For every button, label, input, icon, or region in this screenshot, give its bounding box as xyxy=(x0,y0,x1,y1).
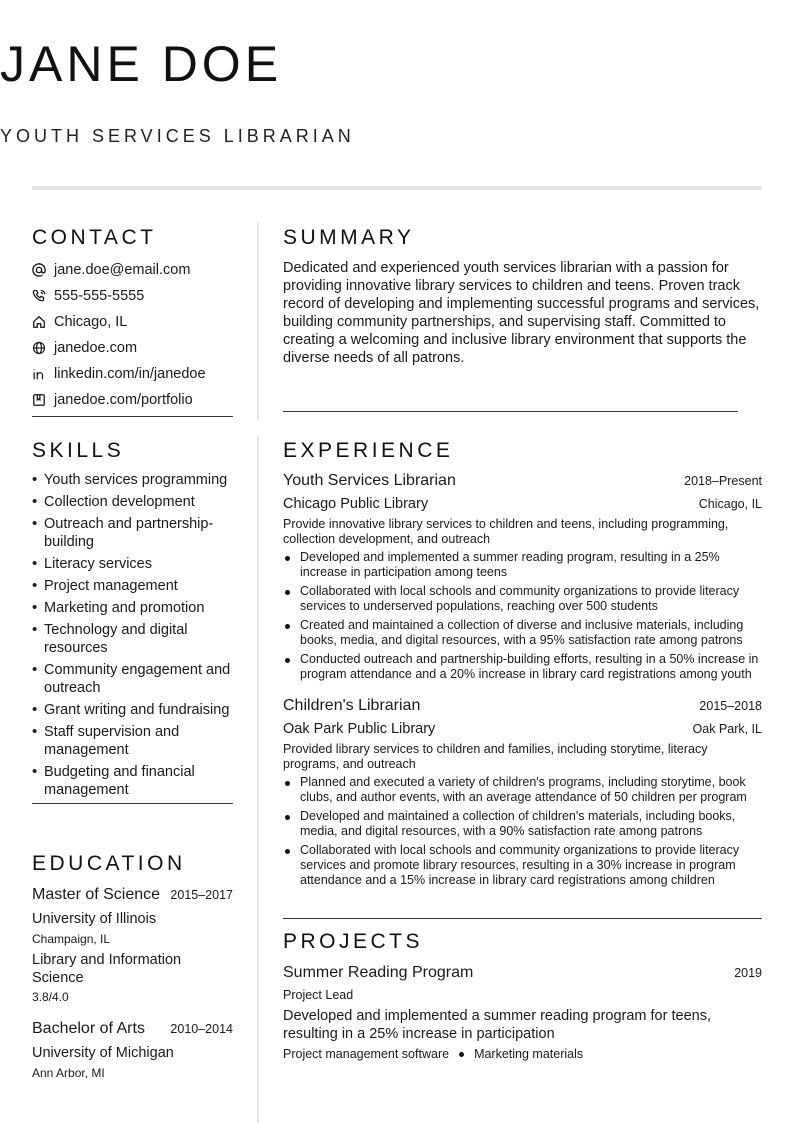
education-section xyxy=(32,851,233,1081)
project-role: Project Lead xyxy=(283,988,354,1002)
achievement-item: Developed and implemented a summer reading program, resulting in a 25% increase in participation among teens xyxy=(283,550,762,580)
contact-email-text: jane.doe@email.com xyxy=(54,262,191,278)
skill-item: • Community engagement and outreach xyxy=(32,661,233,697)
education-heading: EDUCATION xyxy=(32,852,186,875)
job-location: Chicago, IL xyxy=(698,497,762,511)
job-achievements xyxy=(283,550,762,682)
contact-linkedin[interactable] xyxy=(32,361,233,387)
education-years: 2015–2017 xyxy=(170,888,233,902)
education-location: Ann Arbor, MI xyxy=(32,1066,105,1080)
skill-item: • Technology and digital resources xyxy=(32,621,233,657)
home-icon xyxy=(32,315,46,329)
education-years: 2010–2014 xyxy=(170,1022,233,1036)
linkedin-icon xyxy=(32,367,46,381)
experience-heading: EXPERIENCE xyxy=(283,439,454,462)
contact-website-text: janedoe.com xyxy=(54,340,138,356)
skill-item: • Budgeting and financial management xyxy=(32,763,233,799)
education-entry xyxy=(32,885,233,1005)
skill-item: • Collection development xyxy=(32,493,233,511)
summary-heading: SUMMARY xyxy=(283,226,415,249)
job-title: Youth Services Librarian xyxy=(283,472,456,489)
project-title: Summer Reading Program xyxy=(283,964,474,981)
projects-section xyxy=(283,929,762,1062)
job-title: Children's Librarian xyxy=(283,697,421,714)
project-tags xyxy=(283,1046,762,1062)
contact-portfolio-text: janedoe.com/portfolio xyxy=(54,392,193,408)
phone-icon xyxy=(32,289,46,303)
globe-icon xyxy=(32,341,46,355)
contact-divider xyxy=(32,416,233,417)
skills-divider xyxy=(32,803,233,804)
contact-section xyxy=(32,225,233,417)
contact-linkedin-text: linkedin.com/in/janedoe xyxy=(54,366,206,382)
job-entry xyxy=(283,696,762,888)
project-entry xyxy=(283,963,762,983)
job-description: Provide innovative library services to children and teens, including programming, collection development, and outreach xyxy=(283,517,729,546)
candidate-name: JANE DOE xyxy=(0,36,283,92)
education-school: University of Illinois xyxy=(32,911,157,927)
contact-phone-text: 555-555-5555 xyxy=(54,288,145,304)
skill-item: • Grant writing and fundraising xyxy=(32,701,233,719)
project-tag: Project management software xyxy=(283,1047,450,1061)
tag-separator xyxy=(459,1052,464,1057)
achievement-item: Planned and executed a variety of children's programs, including storytime, book clubs, and author events, with an average attendance of 50 children per program xyxy=(283,775,762,805)
job-organization: Oak Park Public Library xyxy=(283,721,436,737)
experience-divider xyxy=(283,918,762,919)
column-divider-bottom xyxy=(257,436,259,1123)
skill-item: • Project management xyxy=(32,577,233,595)
column-divider-top xyxy=(257,222,259,420)
project-year: 2019 xyxy=(734,966,762,980)
achievement-item: Collaborated with local schools and community organizations to provide literacy services to underserved populations, reaching over 500 students xyxy=(283,584,762,614)
job-description: Provided library services to children and families, including storytime, literacy programs, and outreach xyxy=(283,742,708,771)
education-degree: Bachelor of Arts xyxy=(32,1020,145,1037)
skills-section xyxy=(32,438,233,804)
at-icon xyxy=(32,263,46,277)
achievement-item: Created and maintained a collection of diverse and inclusive materials, including books, media, and digital resources, with a 95% satisfaction rate among patrons xyxy=(283,618,762,648)
education-field: Library and Information Science xyxy=(32,952,182,986)
summary-divider xyxy=(283,411,738,412)
contact-phone[interactable] xyxy=(32,283,233,309)
skill-item: • Outreach and partnership-building xyxy=(32,515,233,551)
job-years: 2015–2018 xyxy=(699,699,762,713)
contact-location xyxy=(32,309,233,335)
portfolio-icon xyxy=(32,393,46,407)
education-degree: Master of Science xyxy=(32,886,161,903)
achievement-item: Collaborated with local schools and community organizations to provide literacy services and promote library resources, resulting in a 30% increase in program attendance and a 15% increase in library card registrations among children xyxy=(283,843,762,888)
education-school: University of Michigan xyxy=(32,1045,174,1061)
header-divider xyxy=(32,186,762,190)
contact-location-text: Chicago, IL xyxy=(54,314,128,330)
candidate-role: YOUTH SERVICES LIBRARIAN xyxy=(0,126,355,146)
contact-website[interactable] xyxy=(32,335,233,361)
job-achievements xyxy=(283,775,762,888)
experience-section xyxy=(283,438,762,892)
job-organization: Chicago Public Library xyxy=(283,496,429,512)
contact-email[interactable] xyxy=(32,257,233,283)
summary-section xyxy=(283,225,762,367)
education-entry xyxy=(32,1019,233,1081)
skill-item: • Literacy services xyxy=(32,555,233,573)
job-location: Oak Park, IL xyxy=(692,722,762,736)
achievement-item: Conducted outreach and partnership-building efforts, resulting in a 50% increase in program attendance and a 20% increase in library card registrations among youth xyxy=(283,652,762,682)
achievement-item: Developed and maintained a collection of children's materials, including books, media, and digital resources, with a 90% satisfaction rate among patrons xyxy=(283,809,762,839)
skills-heading: SKILLS xyxy=(32,439,125,462)
project-tag: Marketing materials xyxy=(474,1047,584,1061)
summary-text: Dedicated and experienced youth services librarian with a passion for providing innovative library services to children and teens. Proven track record of developing and implementing successful programs and services, building community partnerships, and supervising staff. Committed to creating a welcoming and inclusive library environment that supports the diverse needs of all patrons. xyxy=(283,260,760,366)
education-location: Champaign, IL xyxy=(32,932,111,946)
skill-item: • Staff supervision and management xyxy=(32,723,233,759)
job-years: 2018–Present xyxy=(684,474,762,488)
contact-heading: CONTACT xyxy=(32,226,157,249)
project-description: Developed and implemented a summer reading program for teens, resulting in a 25% increase in participation xyxy=(283,1008,711,1042)
skills-list xyxy=(32,471,233,799)
education-gpa: 3.8/4.0 xyxy=(32,990,69,1004)
contact-list xyxy=(32,257,233,413)
contact-portfolio[interactable] xyxy=(32,387,233,413)
skill-item: • Youth services programming xyxy=(32,471,233,489)
job-entry xyxy=(283,471,762,682)
projects-heading: PROJECTS xyxy=(283,930,424,953)
skill-item: • Marketing and promotion xyxy=(32,599,233,617)
